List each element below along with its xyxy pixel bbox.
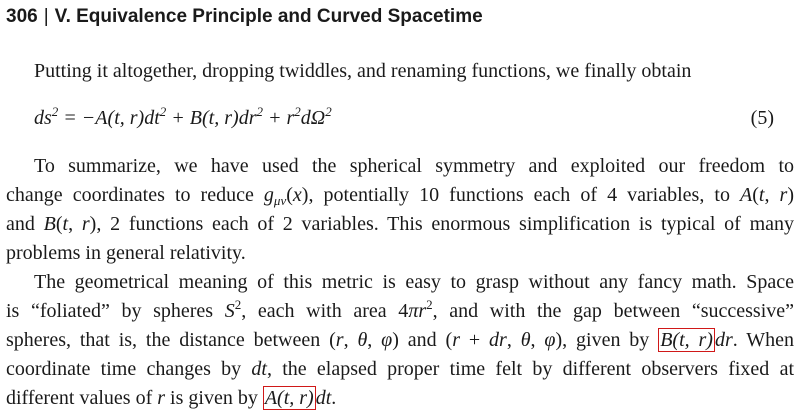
equation-number: (5): [750, 107, 774, 129]
paragraph-line: and B(t, r), 2 functions each of 2 variables. This enormous simplification is typical of many: [6, 213, 794, 235]
text-run: . When: [732, 329, 794, 351]
paragraph-line: [6, 152, 794, 181]
text-run: and: [6, 213, 35, 235]
text-run: change coordinates to reduce: [6, 184, 254, 206]
text-run: , the elapsed proper time felt by different observers fixed at: [266, 358, 794, 380]
text-run: is “foliated” by spheres: [6, 300, 214, 322]
text-run: different values of: [6, 387, 153, 409]
meaning-paragraph: [6, 268, 794, 413]
paragraph-line: [6, 239, 794, 268]
text-run: coordinate time changes by: [6, 358, 242, 380]
text-run: is given by: [170, 387, 258, 409]
paragraph-line: is “foliated” by spheres $S^2$, each with area $4\pi r^2$, and with the gap between “successive”: [6, 297, 795, 322]
highlight-box-a: A(t, r): [264, 387, 314, 409]
text-run: , potentially 10 functions each of 4 variables, to: [308, 184, 730, 206]
paragraph-line: different values of r is given by A(t, r) dt.: [6, 387, 337, 409]
summary-paragraph: [6, 152, 794, 268]
paragraph-line: spheres, that is, the distance between (r, θ, φ) and (r + dr, θ, φ), given by B(t, r) dr. When: [6, 329, 794, 351]
chapter-title: V. Equivalence Principle and Curved Spacetime: [54, 6, 483, 27]
text-run: The geometrical meaning of this metric is easy to grasp without any fancy math. Space: [34, 271, 794, 293]
paragraph-line: change coordinates to reduce $g_{\mu\nu}(x)$, potentially 10 functions each of 4 variables, to A(t, r): [6, 184, 794, 208]
running-head: [6, 6, 483, 28]
text-run: To summarize, we have used the spherical symmetry and exploited our freedom to: [34, 155, 794, 177]
paragraph-line: coordinate time changes by dt, the elapsed proper time felt by different observers fixed at: [6, 358, 794, 380]
highlight-box-b: B(t, r): [660, 329, 713, 351]
paragraph-line: [6, 268, 794, 297]
intro-sentence: Putting it altogether, dropping twiddles, and renaming functions, we finally obtain: [34, 60, 692, 82]
text-run: and: [407, 329, 437, 351]
page-number: 306: [6, 6, 38, 27]
text-run: , and with the gap between “successive”: [432, 300, 795, 322]
text-run: problems in general relativity.: [6, 242, 246, 264]
text-run: spheres, that is, the distance between: [6, 329, 321, 351]
header-separator: |: [43, 6, 49, 27]
text-run: , each with area: [241, 300, 387, 322]
metric-equation: $ds^2 = -A(t$, $r)dt^2 + B(t$, $r)dr^2 + r^2d\Omega^2$: [34, 104, 332, 129]
text-run: , 2 functions each of 2 variables. This enormous simplification is typical of many: [96, 213, 794, 235]
text-run: , given by: [562, 329, 650, 351]
